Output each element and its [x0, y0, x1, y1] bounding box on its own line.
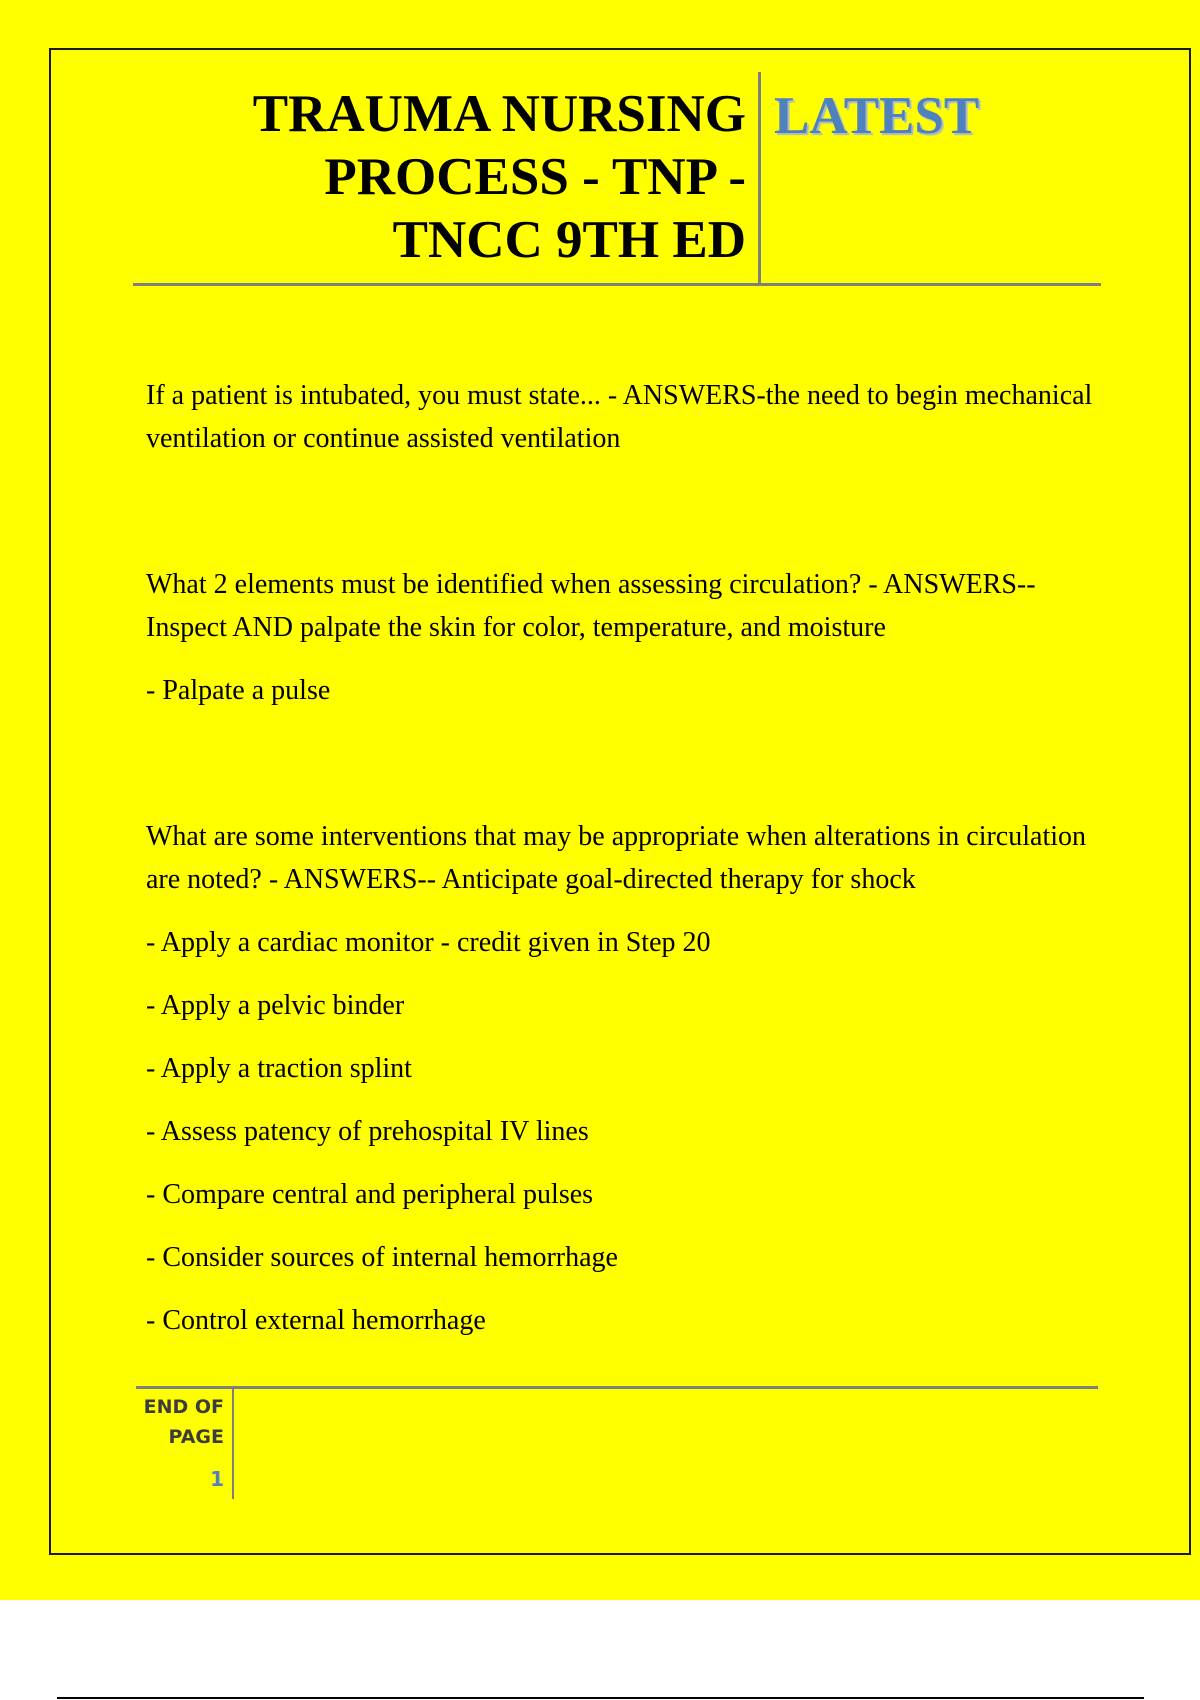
title-line: TRAUMA NURSING	[252, 85, 746, 143]
list-item: - Consider sources of internal hemorrhage	[146, 1242, 618, 1273]
list-item: - Apply a traction splint	[146, 1053, 412, 1084]
page-number: 1	[210, 1467, 224, 1491]
list-item: - Apply a pelvic binder	[146, 990, 405, 1021]
list-item: - Palpate a pulse	[146, 675, 331, 706]
list-item: - Apply a cardiac monitor - credit given in Step 20	[146, 927, 711, 958]
list-item: - Control external hemorrhage	[146, 1305, 486, 1336]
qa-paragraph: If a patient is intubated, you must state... - ANSWERS-the need to begin mechanical ventilation or continue assisted ventilation	[146, 380, 1093, 454]
document-title	[160, 83, 746, 272]
header-divider	[758, 72, 761, 284]
bottom-rule	[57, 1697, 1144, 1699]
list-item: - Compare central and peripheral pulses	[146, 1179, 594, 1210]
title-line: PROCESS - TNP -	[324, 148, 746, 206]
footer-label-line: PAGE	[168, 1426, 224, 1448]
title-line: TNCC 9TH ED	[392, 211, 746, 269]
list-item: - Assess patency of prehospital IV lines	[146, 1116, 589, 1147]
footer-rule	[136, 1386, 1098, 1389]
qa-paragraph: What 2 elements must be identified when assessing circulation? - ANSWERS-- Inspect AND palpate the skin for color, temperature, and moisture	[146, 569, 1036, 643]
paragraph-spacer	[146, 732, 1096, 815]
footer-label-line: END OF	[143, 1396, 224, 1418]
header-rule	[133, 283, 1101, 286]
end-of-page-label	[130, 1392, 224, 1452]
latest-tag: LATEST	[774, 87, 980, 145]
paragraph-spacer	[146, 480, 1096, 563]
footer-divider	[232, 1389, 234, 1499]
document-body	[146, 374, 1096, 1362]
qa-paragraph: What are some interventions that may be appropriate when alterations in circulation are noted? - ANSWERS-- Anticipate goal-directed therapy for shock	[146, 821, 1086, 895]
